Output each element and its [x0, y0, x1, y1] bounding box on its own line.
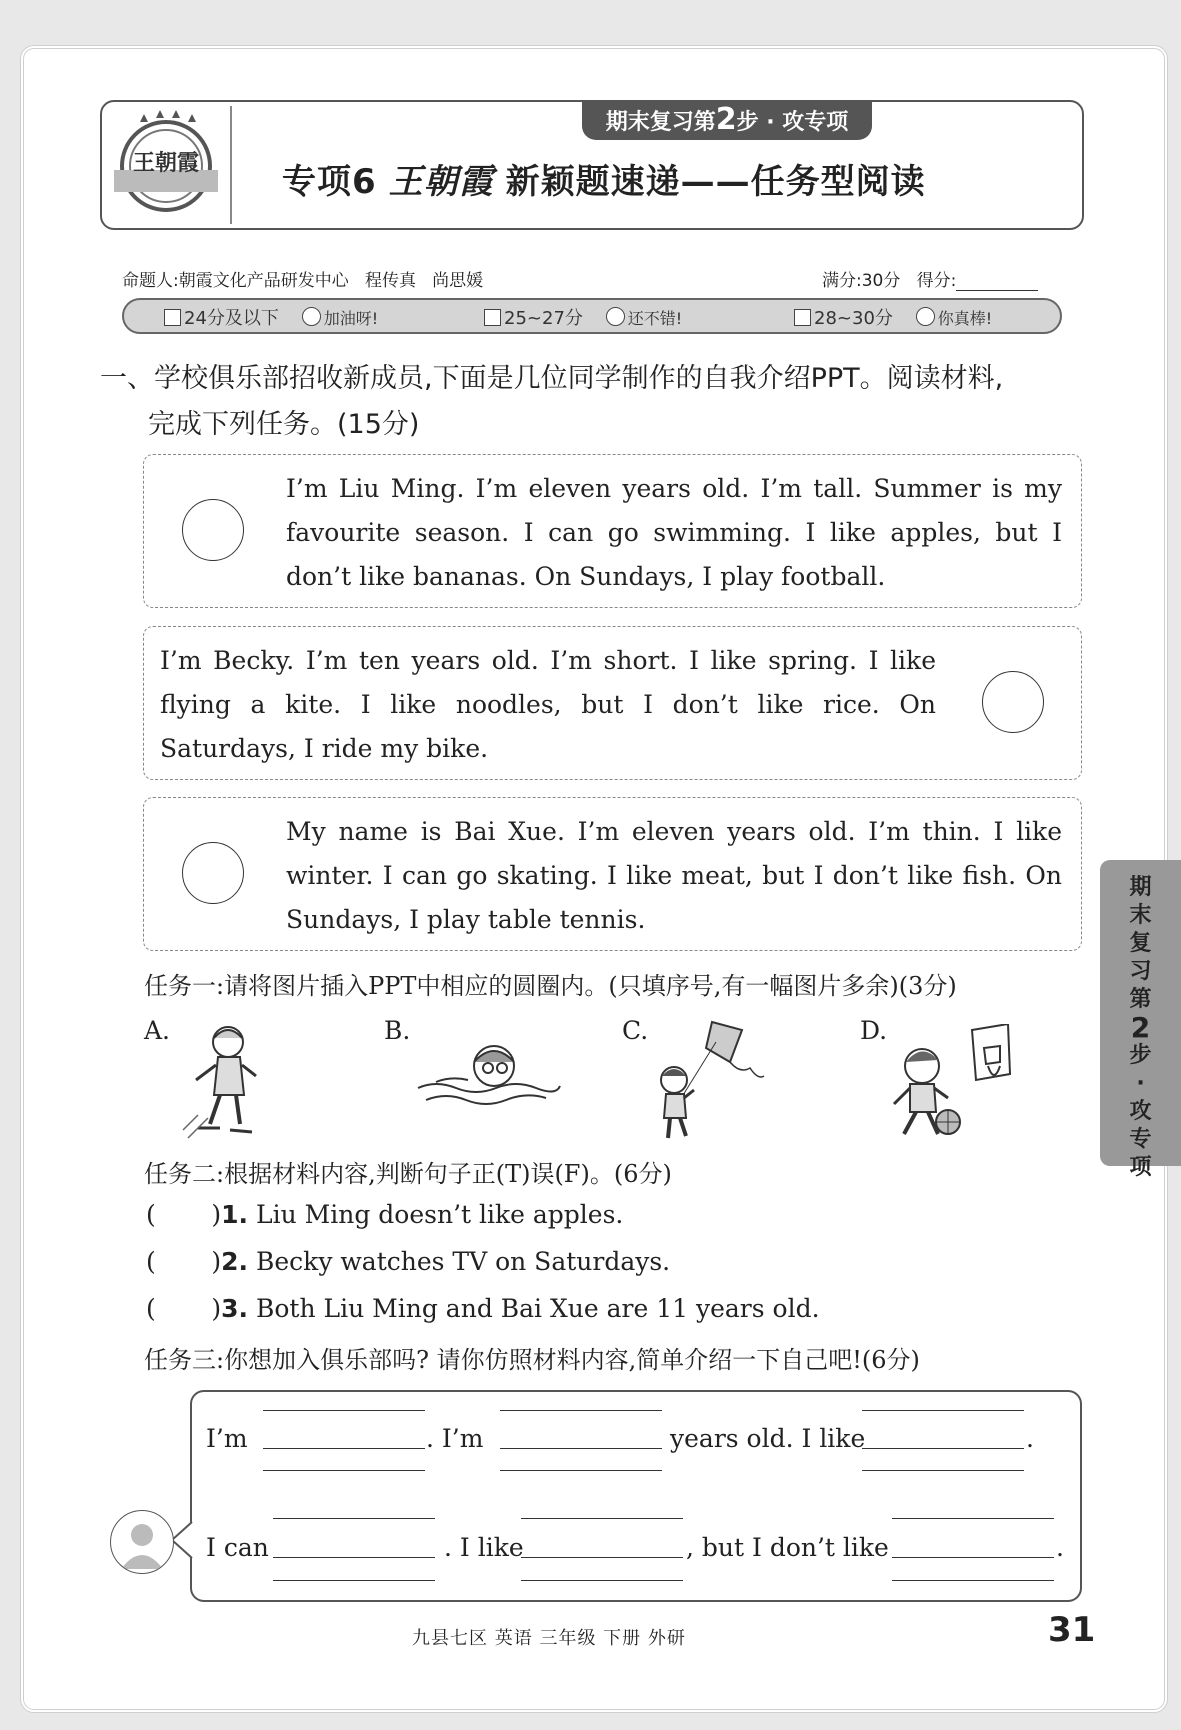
- answer-blank[interactable]: [263, 1448, 425, 1449]
- swimming-child-picture: [416, 1036, 562, 1116]
- fill-text: , but I don’t like: [686, 1533, 889, 1562]
- ppt-card-2: [143, 626, 1082, 780]
- tf-item-3: [146, 1294, 820, 1323]
- card-text: I’m Liu Ming. I’m eleven years old. I’m tall. Summer is my favourite season. I can go swimming. I like apples, but I don’t like bananas. On Sundays, I play football.: [286, 474, 1062, 591]
- author-label: 命题人:朝霞文化产品研发中心: [122, 271, 349, 291]
- author-info: [122, 266, 483, 291]
- tf-number: 2.: [221, 1247, 249, 1276]
- smile-icon: [606, 307, 625, 326]
- logo-text: 王朝霞: [132, 150, 200, 176]
- side-char: 专: [1129, 1127, 1152, 1152]
- answer-blank[interactable]: [892, 1557, 1054, 1558]
- tf-text: Both Liu Ming and Bai Xue are 11 years old.: [256, 1294, 820, 1323]
- checkbox-icon[interactable]: [794, 309, 811, 326]
- title-main: 新颖题速递——任务型阅读: [505, 162, 926, 202]
- full-score: 满分:30分: [822, 271, 901, 291]
- speech-bubble: [190, 1390, 1082, 1602]
- tf-number: 1.: [221, 1200, 249, 1229]
- fill-text: years old. I like: [670, 1424, 866, 1453]
- author-name-2: 尚思媛: [432, 271, 484, 291]
- side-char: 2: [1130, 1011, 1151, 1044]
- tf-item-1: [146, 1200, 623, 1229]
- kite-flying-child-picture: [650, 1018, 765, 1143]
- answer-blank[interactable]: [521, 1557, 683, 1558]
- smile-icon: [916, 307, 935, 326]
- rating-range: 28~30分: [814, 308, 893, 329]
- side-char: 攻: [1129, 1099, 1152, 1124]
- tf-text: Becky watches TV on Saturdays.: [256, 1247, 671, 1276]
- basketball-child-picture: [888, 1024, 1028, 1144]
- answer-blank[interactable]: [500, 1448, 662, 1449]
- guide-line: [500, 1470, 662, 1471]
- option-c-letter: C.: [622, 1016, 649, 1045]
- rating-comment: 还不错!: [627, 309, 683, 328]
- score-label: 得分:: [916, 271, 957, 291]
- tf-answer-blank[interactable]: ( ): [146, 1200, 222, 1229]
- guide-line: [273, 1518, 435, 1519]
- guide-line: [500, 1410, 662, 1411]
- side-char: 末: [1129, 903, 1152, 928]
- guide-line: [862, 1410, 1024, 1411]
- rating-comment: 加油呀!: [323, 309, 379, 328]
- brand-logo: [110, 108, 222, 220]
- task-1-label: 任务一:请将图片插入PPT中相应的圆圈内。(只填序号,有一幅图片多余)(3分): [144, 972, 957, 1000]
- header-tab: [582, 100, 872, 140]
- side-char: 期: [1129, 875, 1152, 900]
- side-char: ·: [1136, 1071, 1145, 1096]
- question-1-line-2: 完成下列任务。(15分): [148, 409, 420, 440]
- score-info: [822, 266, 1038, 291]
- guide-line: [521, 1580, 683, 1581]
- guide-line: [263, 1410, 425, 1411]
- title-prefix: 专项6: [282, 162, 377, 202]
- guide-line: [892, 1518, 1054, 1519]
- rating-item-1[interactable]: [164, 304, 378, 330]
- side-tab: [1100, 860, 1181, 1180]
- guide-line: [521, 1518, 683, 1519]
- side-char: 项: [1129, 1155, 1152, 1180]
- fill-text: . I like: [444, 1533, 524, 1562]
- fill-text: .: [1056, 1533, 1064, 1562]
- ppt-card-3: [143, 797, 1082, 951]
- answer-circle[interactable]: [982, 671, 1044, 733]
- tf-item-2: [146, 1247, 670, 1276]
- side-char: 复: [1129, 931, 1152, 956]
- avatar-icon: [110, 1510, 174, 1574]
- rating-range: 25~27分: [504, 308, 583, 329]
- rating-item-3[interactable]: [794, 304, 992, 330]
- header-divider: [230, 106, 232, 224]
- footer-text: 九县七区 英语 三年级 下册 外研: [412, 1628, 686, 1649]
- card-text: My name is Bai Xue. I’m eleven years old. I’m thin. I like winter. I can go skating. I like meat, but I don’t like fish. On Sundays, I play table tennis.: [286, 817, 1062, 934]
- answer-circle[interactable]: [182, 842, 244, 904]
- guide-line: [862, 1470, 1024, 1471]
- option-b-letter: B.: [384, 1016, 411, 1045]
- tab-prefix: 期末复习第: [605, 110, 716, 135]
- answer-blank[interactable]: [273, 1557, 435, 1558]
- fill-text: . I’m: [426, 1424, 484, 1453]
- page-number: 31: [1048, 1610, 1096, 1650]
- fill-text: I can: [206, 1533, 269, 1562]
- answer-blank[interactable]: [862, 1448, 1024, 1449]
- rating-comment: 你真棒!: [937, 309, 993, 328]
- author-name-1: 程传真: [364, 271, 416, 291]
- tf-text: Liu Ming doesn’t like apples.: [256, 1200, 624, 1229]
- smile-icon: [302, 307, 321, 326]
- side-char: 步: [1129, 1043, 1152, 1068]
- option-d-letter: D.: [860, 1016, 888, 1045]
- guide-line: [273, 1580, 435, 1581]
- task-2-label: 任务二:根据材料内容,判断句子正(T)误(F)。(6分): [144, 1160, 672, 1188]
- card-text: I’m Becky. I’m ten years old. I’m short. I like spring. I like flying a kite. I like noodles, but I don’t like rice. On Saturdays, I ride my bike.: [160, 646, 936, 763]
- tf-answer-blank[interactable]: ( ): [146, 1247, 222, 1276]
- checkbox-icon[interactable]: [484, 309, 501, 326]
- skating-child-picture: [178, 1020, 268, 1145]
- checkbox-icon[interactable]: [164, 309, 181, 326]
- tf-answer-blank[interactable]: ( ): [146, 1294, 222, 1323]
- title-brand: 王朝霞: [388, 162, 494, 202]
- tf-number: 3.: [221, 1294, 249, 1323]
- rating-bar: [122, 298, 1062, 334]
- guide-line: [892, 1580, 1054, 1581]
- tab-step: 2: [715, 102, 737, 137]
- side-char: 第: [1129, 987, 1152, 1012]
- question-1-line-1: 一、学校俱乐部招收新成员,下面是几位同学制作的自我介绍PPT。阅读材料,: [100, 363, 1004, 394]
- page-title: [282, 154, 926, 203]
- answer-circle[interactable]: [182, 499, 244, 561]
- score-blank[interactable]: [956, 274, 1038, 291]
- fill-text: .: [1026, 1424, 1034, 1453]
- tab-suffix: 步 · 攻专项: [736, 110, 849, 135]
- ppt-card-1: [143, 454, 1082, 608]
- rating-range: 24分及以下: [184, 308, 279, 329]
- guide-line: [263, 1470, 425, 1471]
- option-a-letter: A.: [144, 1016, 171, 1045]
- header-box: [100, 100, 1084, 230]
- side-char: 习: [1129, 959, 1152, 984]
- task-3-label: 任务三:你想加入俱乐部吗? 请你仿照材料内容,简单介绍一下自己吧!(6分): [144, 1346, 920, 1374]
- rating-item-2[interactable]: [484, 304, 682, 330]
- fill-text: I’m: [206, 1424, 248, 1453]
